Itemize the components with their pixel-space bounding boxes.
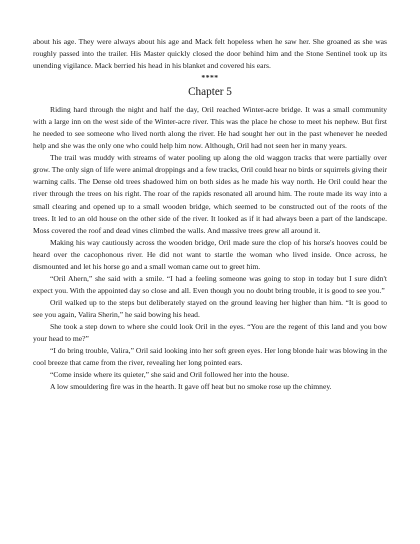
- section-separator: ****: [201, 73, 219, 83]
- paragraph-8: “Come inside where its quieter,” she said and Oril followed her into the house.: [50, 370, 290, 380]
- opening-paragraph: about his age. They were always about his age and Mack felt hopeless when he saw her. She groaned as she was roughly passed into the trailer. His Master quickly closed the door behind him and the Stone Sentinel took up its unending vigilance. Mack berried his head in his blanket and covered his ears.: [33, 37, 387, 71]
- paragraph-7: “I do bring trouble, Valira,” Oril said looking into her soft green eyes. Her long blonde hair was blowing in the cool breeze that came from the river, revealing her long pointed ears.: [33, 346, 387, 368]
- chapter-title: Chapter 5: [188, 86, 232, 99]
- paragraph-2: The trail was muddy with streams of water pooling up along the old waggon tracks that were partially over grow. The only sign of life were animal droppings and a few tracks, Oril could hear no birds or squirrels giving their warning calls. The Dense old trees shadowed him on both sides as he made his way north. He Oril could hear the river through the trees on his right. The roar of the rapids resonated all around him. The route made its way into a small clearing and opened up to a small wooden bridge, which seemed to be constructed out of the roots of the trees. It led to an old house on the other side of the river. It looked as if it had always been a part of the landscape. Moss covered the roof and dead vines climbed the walls. And massive trees grew all around it.: [33, 153, 387, 235]
- paragraph-3: Making his way cautiously across the wooden bridge, Oril made sure the clop of his horse's hooves could be heard over the cacophonous river. He did not want to startle the woman who lived inside. Once across, he dismounted and let his horse go and a small woman came out to greet him.: [33, 237, 387, 271]
- paragraph-9: A low smouldering fire was in the hearth. It gave off heat but no smoke rose up the chimney.: [50, 382, 332, 392]
- paragraph-4: “Oril Ahern,” she said with a smile. “I had a feeling someone was going to stop in today but I sure didn't expect you. With the appointed day so close and all. Even though you no doubt bring trouble, it is good to see you.”: [33, 273, 387, 295]
- paragraph-1: Riding hard through the night and half the day, Oril reached Winter-acre bridge. It was a small community with a large inn on the west side of the Winter-acre river. This was the place he chose to meet his nephew. But first he needed to see someone who lived north along the river. He had sought her out in the past whenever he needed help and she was the only one who could help him now. Although, Oril had not seen her in many years.: [33, 105, 387, 151]
- paragraph-5: Oril walked up to the steps but deliberately stayed on the ground leaving her higher than him. “It is good to see you again, Valira Sherin,” he said bowing his head.: [33, 297, 387, 319]
- paragraph-6: She took a step down to where she could look Oril in the eyes. “You are the regent of this land and you bow your head to me?”: [33, 321, 387, 344]
